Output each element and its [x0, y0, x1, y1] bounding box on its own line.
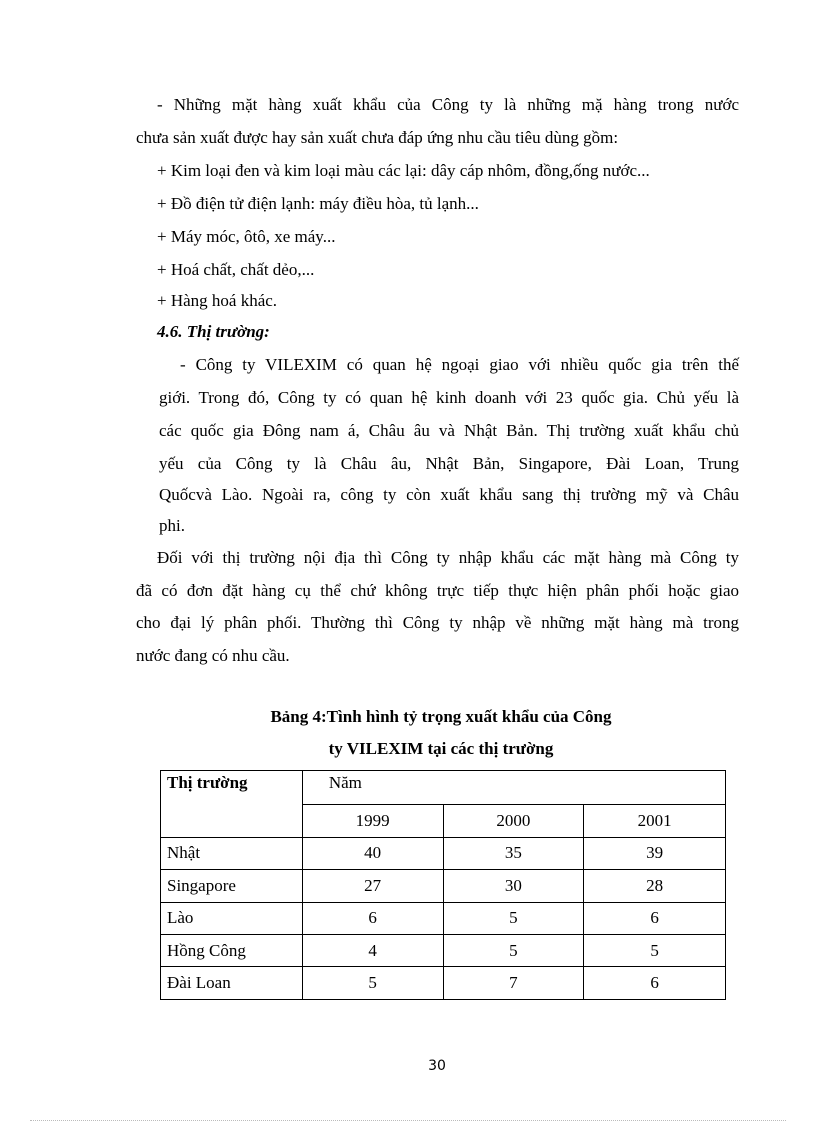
header-year: 2001	[584, 805, 726, 837]
row-value: 40	[302, 837, 443, 869]
table-row	[161, 902, 726, 934]
row-market: Đài Loan	[161, 967, 303, 999]
row-value: 4	[302, 934, 443, 966]
row-value: 27	[302, 870, 443, 902]
row-market: Hồng Công	[161, 934, 303, 966]
row-value: 6	[302, 902, 443, 934]
row-value: 6	[584, 967, 726, 999]
market-para-line5: Quốcvà Lào. Ngoài ra, công ty còn xuất khẩu sang thị trường mỹ và Châu	[159, 485, 739, 504]
row-value: 30	[443, 870, 584, 902]
row-market: Lào	[161, 902, 303, 934]
table-row	[161, 837, 726, 869]
row-value: 28	[584, 870, 726, 902]
row-value: 5	[443, 902, 584, 934]
row-value: 5	[302, 967, 443, 999]
market-para-line2: giới. Trong đó, Công ty có quan hệ kinh doanh với 23 quốc gia. Chủ yếu là	[159, 388, 739, 407]
market-para-line3: các quốc gia Đông nam á, Châu âu và Nhật Bản. Thị trường xuất khẩu chủ	[159, 421, 739, 440]
domestic-para-line3: cho đại lý phân phối. Thường thì Công ty nhập về những mặt hàng mà trong	[136, 613, 739, 632]
export-goods-item-chemicals: + Hoá chất, chất dẻo,...	[157, 260, 315, 279]
table-caption-line2: ty VILEXIM tại các thị trường	[328, 739, 554, 758]
market-para-line1: - Công ty VILEXIM có quan hệ ngoại giao với nhiều quốc gia trên thế	[180, 355, 739, 374]
export-share-table	[160, 770, 726, 1000]
header-market: Thị trường	[161, 771, 303, 838]
export-goods-item-metals: + Kim loại đen và kim loại màu các lại: dây cáp nhôm, đồng,ống nước...	[157, 161, 650, 180]
header-year-group: Năm	[302, 771, 725, 805]
export-goods-intro-line2: chưa sản xuất được hay sản xuất chưa đáp ứng nhu cầu tiêu dùng gồm:	[136, 128, 619, 147]
domestic-para-line4: nước đang có nhu cầu.	[136, 646, 290, 665]
row-value: 39	[584, 837, 726, 869]
table-row	[161, 934, 726, 966]
header-year: 1999	[302, 805, 443, 837]
domestic-para-line1: Đối với thị trường nội địa thì Công ty nhập khẩu các mặt hàng mà Công ty	[157, 548, 739, 567]
row-value: 6	[584, 902, 726, 934]
row-value: 35	[443, 837, 584, 869]
export-goods-item-other: + Hàng hoá khác.	[157, 291, 278, 310]
table-caption-line1: Bảng 4:Tình hình tỷ trọng xuất khẩu của Công	[270, 707, 612, 726]
page-number: 30	[428, 1058, 446, 1074]
row-market: Nhật	[161, 837, 303, 869]
table-row	[161, 870, 726, 902]
row-value: 5	[443, 934, 584, 966]
domestic-para-line2: đã có đơn đặt hàng cụ thể chứ không trực tiếp thực hiện phân phối hoặc giao	[136, 581, 739, 600]
row-market: Singapore	[161, 870, 303, 902]
table-row	[161, 967, 726, 999]
header-year: 2000	[443, 805, 584, 837]
row-value: 7	[443, 967, 584, 999]
row-value: 5	[584, 934, 726, 966]
market-para-line6: phi.	[159, 516, 185, 535]
section-heading-market: 4.6. Thị trường:	[157, 322, 270, 341]
export-goods-item-electronics: + Đồ điện tử điện lạnh: máy điều hòa, tủ lạnh...	[157, 194, 479, 213]
export-goods-item-vehicles: + Máy móc, ôtô, xe máy...	[157, 227, 336, 246]
market-para-line4: yếu của Công ty là Châu âu, Nhật Bản, Singapore, Đài Loan, Trung	[159, 454, 739, 473]
footer-divider	[30, 1120, 786, 1121]
export-goods-intro-line1: - Những mặt hàng xuất khẩu của Công ty là những mặ hàng trong nước	[157, 95, 739, 114]
